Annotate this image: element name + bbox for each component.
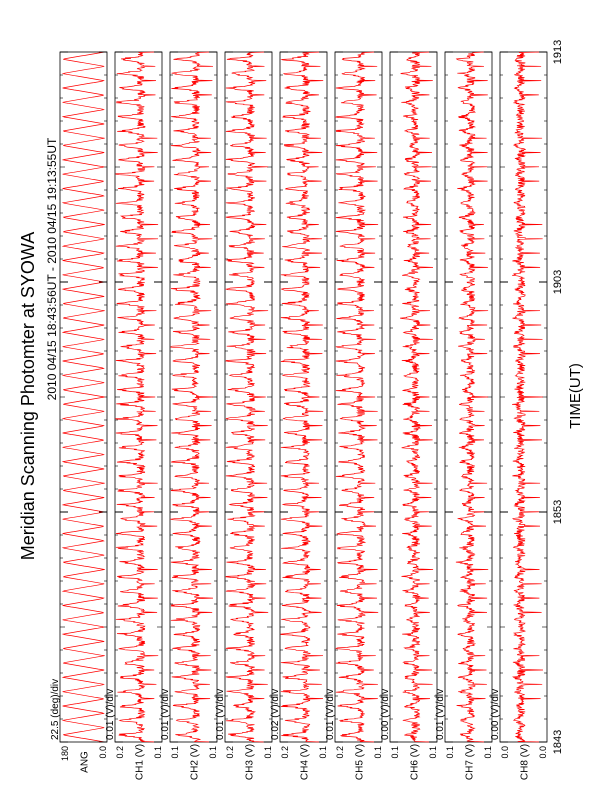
x-tick-label: 1853 [552,499,564,525]
panel-scale-label: 0.01 (V)/div [105,688,116,740]
x-tick-label: 1903 [552,269,564,295]
panel-tick-label: 0.2 [225,746,235,759]
panel-ch4 [270,52,328,780]
panel-channel-label: CH2 (V) [189,743,201,781]
panel-tick-label: 0.1 [428,746,438,759]
panel-trace [281,52,323,742]
panel-tick-label: 0.1 [445,746,455,759]
panel-tick-label: 0.2 [115,746,125,759]
panel-trace [226,52,268,742]
panel-tick-label: 0.1 [170,746,180,759]
panel-tick-label: 0.1 [318,746,328,759]
panel-trace [336,52,378,742]
panel-ch1 [105,52,163,780]
panel-tick-label: 180 [60,746,70,762]
panel-tick-label: 0.0 [98,746,108,759]
panel-ch7 [435,52,493,780]
panel-tick-label: 0.1 [390,746,400,759]
panel-scale-label: 0.02 (V)/div [270,688,281,740]
panel-channel-label: CH8 (V) [519,743,531,781]
chart-subtitle: 2010 04/15 18:43:56UT - 2010 04/15 19:13:55UT [45,137,59,401]
panel-channel-label: CH1 (V) [134,743,146,781]
panel-tick-label: 0.1 [153,746,163,759]
panel-channel-label: CH3 (V) [244,743,256,781]
x-tick-label: 1913 [552,39,564,65]
panel-scale-label: 0.01 (V)/div [325,688,336,740]
panel-tick-label: 0.1 [263,746,273,759]
panel-frame [280,52,327,742]
panel-tick-label: 0.0 [500,746,510,759]
panel-trace [116,52,158,742]
panel-trace [456,52,488,742]
panel-scale-label: 0.01 (V)/div [160,688,171,740]
panel-scale-label: 0.00 (V)/div [490,688,501,740]
panel-tick-label: 0.1 [208,746,218,759]
panel-ch3 [215,52,273,780]
panel-ch2 [160,52,218,780]
panel-channel-label: CH5 (V) [354,743,366,781]
panel-frame [60,52,107,742]
panel-tick-label: 0.2 [335,746,345,759]
panel-scale-label: 22.5 (deg)/div [50,678,61,740]
x-axis-label: TIME(UT) [567,363,584,429]
x-tick-label: 1843 [552,729,564,755]
panel-scale-label: 0.01 (V)/div [435,688,446,740]
panel-ch5 [325,52,383,780]
panel-trace [171,52,213,742]
panel-scale-label: 0.01 (V)/div [215,688,226,740]
panel-ch6 [380,52,438,780]
panel-channel-label: CH6 (V) [409,743,421,781]
panel-ch8 [490,52,548,780]
panel-tick-label: 0.0 [538,746,548,759]
panel-channel-label: ANG [79,751,91,773]
panel-tick-label: 0.1 [483,746,493,759]
chart-title: Meridian Scanning Photomter at SYOWA [18,231,38,561]
panel-tick-label: 0.1 [373,746,383,759]
panel-trace [512,52,543,742]
panel-scale-label: 0.00 (V)/div [380,688,391,740]
panel-channel-label: CH7 (V) [464,743,476,781]
panel-channel-label: CH4 (V) [299,743,311,781]
panel-trace [400,52,433,742]
panel-trace [63,52,105,742]
panel-tick-label: 0.2 [280,746,290,759]
